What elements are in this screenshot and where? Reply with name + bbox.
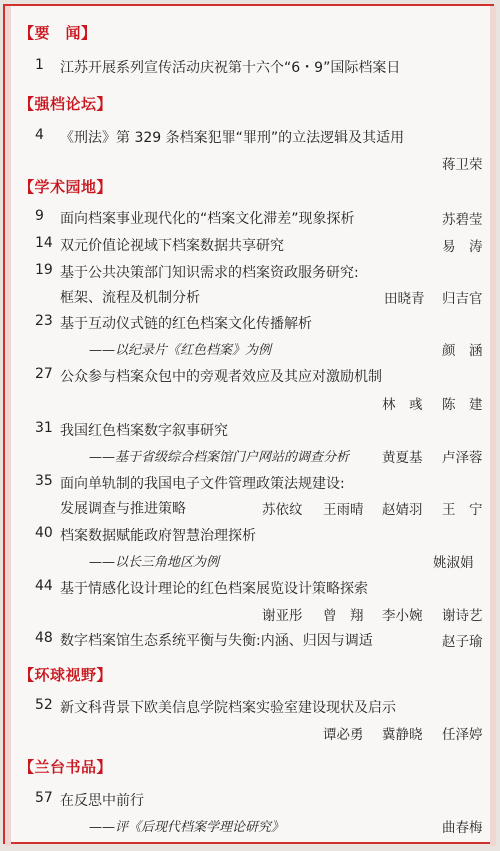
entry-subtitle: ——以长三角地区为例 [89,555,220,570]
entry-page-number: 19 [35,262,53,278]
entry-page-number: 14 [35,235,53,251]
entry-page-number: 48 [35,630,53,646]
section-heading-forum: 【强档论坛】 [19,95,113,113]
entry-page-number: 57 [35,790,53,806]
entry-author: 曲春梅 [442,820,483,836]
entry-author: 苏依纹 [262,502,303,518]
entry-page-number: 23 [35,313,53,329]
entry-page-number: 44 [35,578,53,594]
contents-frame [3,4,494,844]
entry-author: 卢泽蓉 [442,450,483,466]
entry-page-number: 1 [35,57,44,73]
entry-subtitle: ——基于省级综合档案馆门户网站的调查分析 [89,450,350,465]
entry-author: 颜 涵 [442,343,483,359]
entry-author: 田晓青 [384,291,425,307]
entry-author: 归吉官 [442,291,483,307]
entry-title[interactable]: 新文科背景下欧美信息学院档案实验室建设现状及启示 [60,700,396,716]
entry-title-continued[interactable]: 框架、流程及机制分析 [60,290,200,306]
entry-author: 陈 建 [442,397,483,413]
entry-title-continued[interactable]: 发展调查与推进策略 [60,501,186,517]
entry-title[interactable]: 我国红色档案数字叙事研究 [60,423,228,439]
entry-title[interactable]: 数字档案馆生态系统平衡与失衡:内涵、归因与调适 [60,633,373,649]
entry-author: 谢亚彤 [262,608,303,624]
entry-author: 曾 翔 [323,608,364,624]
entry-author: 林 彧 [382,397,423,413]
entry-author: 任泽婷 [442,727,483,743]
entry-author: 赵婧羽 [382,502,423,518]
entry-author: 王 宁 [442,502,483,518]
entry-page-number: 4 [35,127,44,143]
section-heading-global: 【环球视野】 [19,666,113,684]
entry-author: 赵子瑜 [442,634,483,650]
entry-page-number: 52 [35,697,53,713]
entry-page-number: 40 [35,525,53,541]
entry-title[interactable]: 双元价值论视域下档案数据共享研究 [60,238,284,254]
entry-author: 谢诗艺 [442,608,483,624]
entry-subtitle: ——以纪录片《红色档案》为例 [89,343,272,358]
entry-author: 谭必勇 [323,727,364,743]
entry-author: 王雨晴 [323,502,364,518]
entry-title[interactable]: 档案数据赋能政府智慧治理探析 [60,528,256,544]
entry-subtitle: ——评《后现代档案学理论研究》 [89,820,285,835]
entry-title[interactable]: 江苏开展系列宣传活动庆祝第十六个“6・9”国际档案日 [60,60,401,76]
entry-page-number: 31 [35,420,53,436]
entry-title[interactable]: 《刑法》第 329 条档案犯罪“罪刑”的立法逻辑及其适用 [60,130,405,146]
entry-page-number: 9 [35,208,44,224]
entry-title[interactable]: 基于情感化设计理论的红色档案展览设计策略探索 [60,581,368,597]
entry-title[interactable]: 在反思中前行 [60,793,144,809]
entry-author: 苏碧莹 [442,212,483,228]
entry-title[interactable]: 公众参与档案众包中的旁观者效应及其应对激励机制 [60,369,382,385]
entry-author: 易 涛 [442,239,483,255]
section-heading-news: 【要 闻】 [19,24,97,42]
entry-title[interactable]: 面向档案事业现代化的“档案文化滞差”现象探析 [60,211,355,227]
entry-author: 姚淑娟 [433,555,474,571]
entry-author: 黄夏基 [382,450,423,466]
entry-author: 蒋卫荣 [442,157,483,173]
entry-page-number: 27 [35,366,53,382]
section-heading-academic: 【学术园地】 [19,178,113,196]
entry-page-number: 35 [35,473,53,489]
section-heading-books: 【兰台书品】 [19,758,113,776]
entry-author: 冀静晓 [382,727,423,743]
entry-title[interactable]: 面向单轨制的我国电子文件管理政策法规建设: [60,476,345,492]
entry-title[interactable]: 基于互动仪式链的红色档案文化传播解析 [60,316,312,332]
entry-title[interactable]: 基于公共决策部门知识需求的档案资政服务研究: [60,265,359,281]
entry-author: 李小婉 [382,608,423,624]
